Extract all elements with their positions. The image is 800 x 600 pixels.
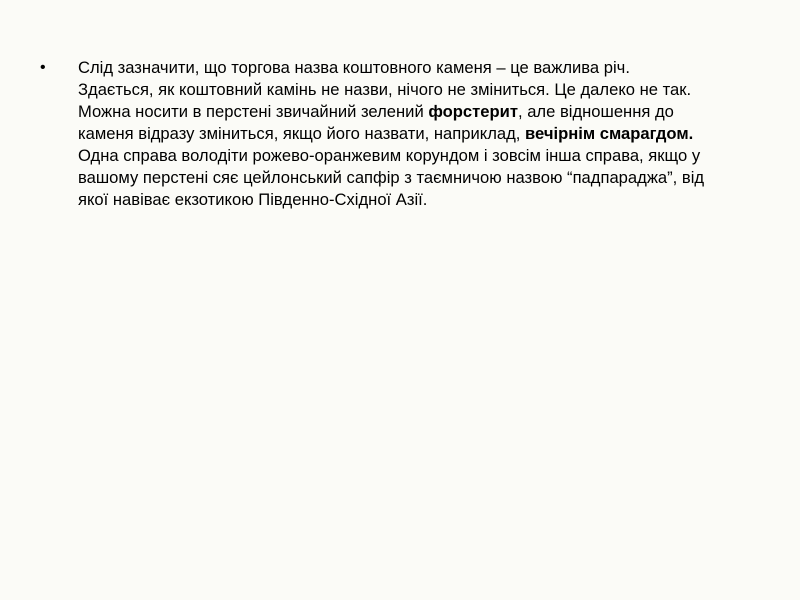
bullet-icon: • — [40, 59, 46, 76]
bullet-list — [40, 57, 760, 211]
text-line-3-end: , але відношення до — [517, 102, 674, 121]
text-line-1: Слід зазначити, що торгова назва коштовного каменя – це важлива річ. — [78, 58, 630, 77]
text-line-2: Здається, як коштовний камінь не назви, нічого не зміниться. Це далеко не так. — [78, 80, 692, 99]
text-line-7: якої навіває екзотикою Південно-Східної Азії. — [78, 190, 428, 209]
text-line-6: вашому перстені сяє цейлонський сапфір з таємничою назвою “падпараджа”, від — [78, 168, 705, 187]
text-line-3-start: Можна носити в перстені звичайний зелений — [78, 102, 429, 121]
text-line-3 — [78, 101, 760, 123]
text-line-5: Одна справа володіти рожево-оранжевим корундом і зовсім інша справа, якщо у — [78, 146, 701, 165]
list-item — [40, 57, 760, 211]
bold-term-forsterite: форстерит — [428, 102, 518, 121]
bold-term-evening-emerald: вечірнім смарагдом. — [525, 124, 694, 143]
text-line-4-start: каменя відразу зміниться, якщо його назвати, наприклад, — [78, 124, 526, 143]
text-line-4 — [78, 123, 760, 145]
